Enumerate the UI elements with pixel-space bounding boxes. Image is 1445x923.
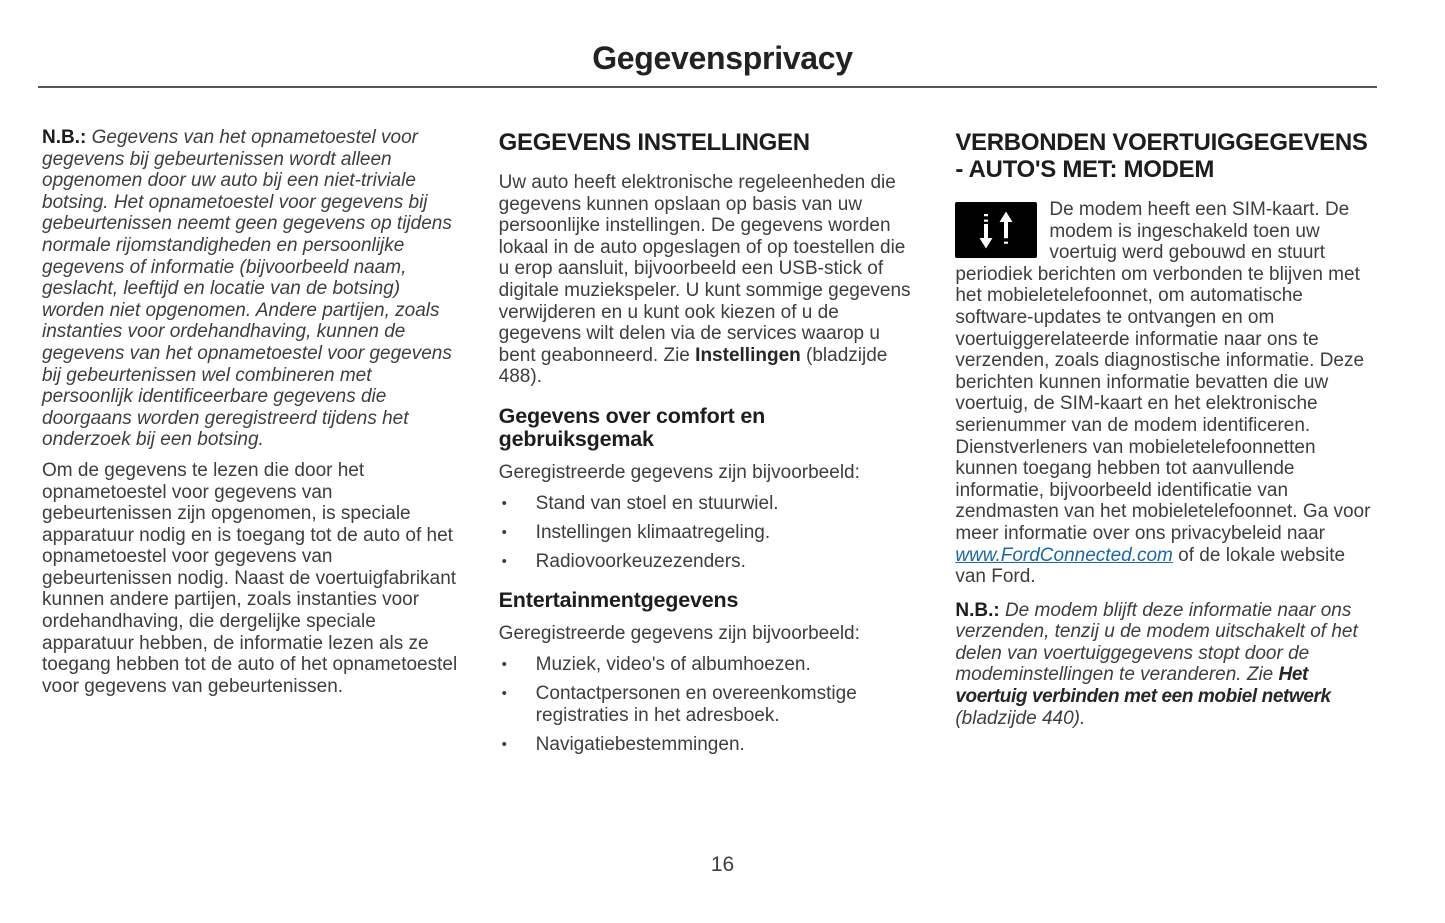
list-intro: Geregistreerde gegevens zijn bijvoorbeeld: <box>498 461 860 483</box>
note-text: De modem blijft deze informatie naar ons verzenden, tenzij u de modem uitschakelt of het delen van voertuiggegevens stopt door de modeminstellingen te veranderen. Zie <box>955 599 1358 686</box>
note-text: Gegevens van het opnametoestel voor gegevens bij gebeurtenissen wordt alleen opgenomen door uw auto bij een niet-triviale botsing. Het opnametoestel voor gegevens bij gebeurtenissen neemt geen gegevens op tijdens normale rijomstandigheden en persoonlijke gegevens of informatie (bijvoorbeeld naam, geslacht, leeftijd en locatie van de botsing) worden niet opgenomen. Andere partijen, zoals instanties voor ordehandhaving, kunnen de gegevens van het opnametoestel voor gegevens bij gebeurtenissen wel combineren met persoonlijk identificeerbare gegevens die doorgaans worden geregistreerd tijdens het onderzoek bij een botsing. <box>42 127 452 451</box>
paragraph-text: De modem heeft een SIM-kaart. De modem is ingeschakeld toen uw voertuig werd gebouwd en stuurt periodiek berichten om verbonden te blijven met het mobieletelefoonnet, om automatische software-updates te ontvangen en om voertuiggerelateerde informatie naar ons te verzenden, zoals diagnostische informatie. Deze berichten kunnen informatie bevatten die uw voertuig, de SIM-kaart en het elektronische serienummer van de modem identificeren. Dienstverleners van mobieletelefoonnetten kunnen toegang hebben tot aanvullende informatie, bijvoorbeeld identificatie van zendmasten van het mobieletelefoonnet. Ga voor meer informatie over ons privacybeleid naar <box>955 199 1371 544</box>
section-heading-gegevens-instellingen: GEGEVENS INSTELLINGEN <box>498 129 810 156</box>
content-columns <box>42 127 1373 763</box>
page-number: 16 <box>710 853 735 876</box>
list-item: • Instellingen klimaatregeling. <box>499 522 917 544</box>
list-intro: Geregistreerde gegevens zijn bijvoorbeeld: <box>498 623 860 645</box>
page-title: Gegevensprivacy <box>592 40 853 76</box>
paragraph-text: Uw auto heeft elektronische regeleenheden die gegevens kunnen opslaan op basis van uw persoonlijke instellingen. De gegevens worden lokaal in de auto opgeslagen of op toestellen die u erop aansluit, bijvoorbeeld een USB-stick of digitale muziekspeler. U kunt sommige gegevens verwijderen en u kunt ook kiezen of u de gegevens wilt delen via de services waarop u bent geabonneerd. Zie <box>498 172 911 366</box>
note-paragraph <box>42 127 460 451</box>
column-data-settings <box>499 127 917 763</box>
column-connected-vehicle-data <box>955 127 1373 763</box>
note-text: (bladzijde 440). <box>955 707 1086 729</box>
comfort-data-list <box>499 493 917 573</box>
list-item: • Stand van stoel en stuurwiel. <box>499 493 917 515</box>
list-item: • Contactpersonen en overeenkomstige registraties in het adresboek. <box>499 683 917 726</box>
column-event-data-recorder <box>42 127 460 763</box>
modem-paragraph <box>955 199 1373 588</box>
list-item: • Muziek, video's of albumhoezen. <box>499 654 917 676</box>
body-paragraph <box>499 172 917 388</box>
note-label: N.B.: <box>42 127 87 148</box>
subsection-heading-comfort: Gegevens over comfort en gebruiksgemak <box>498 403 766 451</box>
subsection-heading-entertainment: Entertainmentgegevens <box>498 588 739 613</box>
inline-reference-bold: Instellingen <box>695 344 801 366</box>
ford-connected-link[interactable]: www.FordConnected.com <box>955 544 1173 566</box>
paragraph-text: (bladzijde 488). <box>498 344 888 388</box>
entertainment-data-list <box>499 654 917 755</box>
note-label: N.B.: <box>955 599 1000 621</box>
paragraph-text: of de lokale website van Ford. <box>955 544 1346 588</box>
section-heading-verbonden-voertuiggegevens: VERBONDEN VOERTUIGGEGEVENS - AUTO'S MET: MODEM <box>955 129 1368 183</box>
body-paragraph: Om de gegevens te lezen die door het opnametoestel voor gegevens van gebeurtenissen zijn opgenomen, is speciale apparatuur nodig en is toegang tot de auto of het opnametoestel voor gegevens van gebeurtenissen nodig. Naast de voertuigfabrikant kunnen andere partijen, zoals instanties voor ordehandhaving, die dergelijke speciale apparatuur hebben, de informatie lezen als ze toegang hebben tot de auto of het opnametoestel voor gegevens van gebeurtenissen. <box>42 459 458 697</box>
note-paragraph <box>955 600 1373 730</box>
list-item: • Navigatiebestemmingen. <box>499 734 917 756</box>
modem-data-transfer-arrows-icon <box>955 202 1037 258</box>
inline-reference-bold-italic: Het voertuig verbinden met een mobiel netwerk <box>955 664 1331 708</box>
title-divider-rule <box>38 86 1377 88</box>
list-item: • Radiovoorkeuzezenders. <box>499 551 917 573</box>
